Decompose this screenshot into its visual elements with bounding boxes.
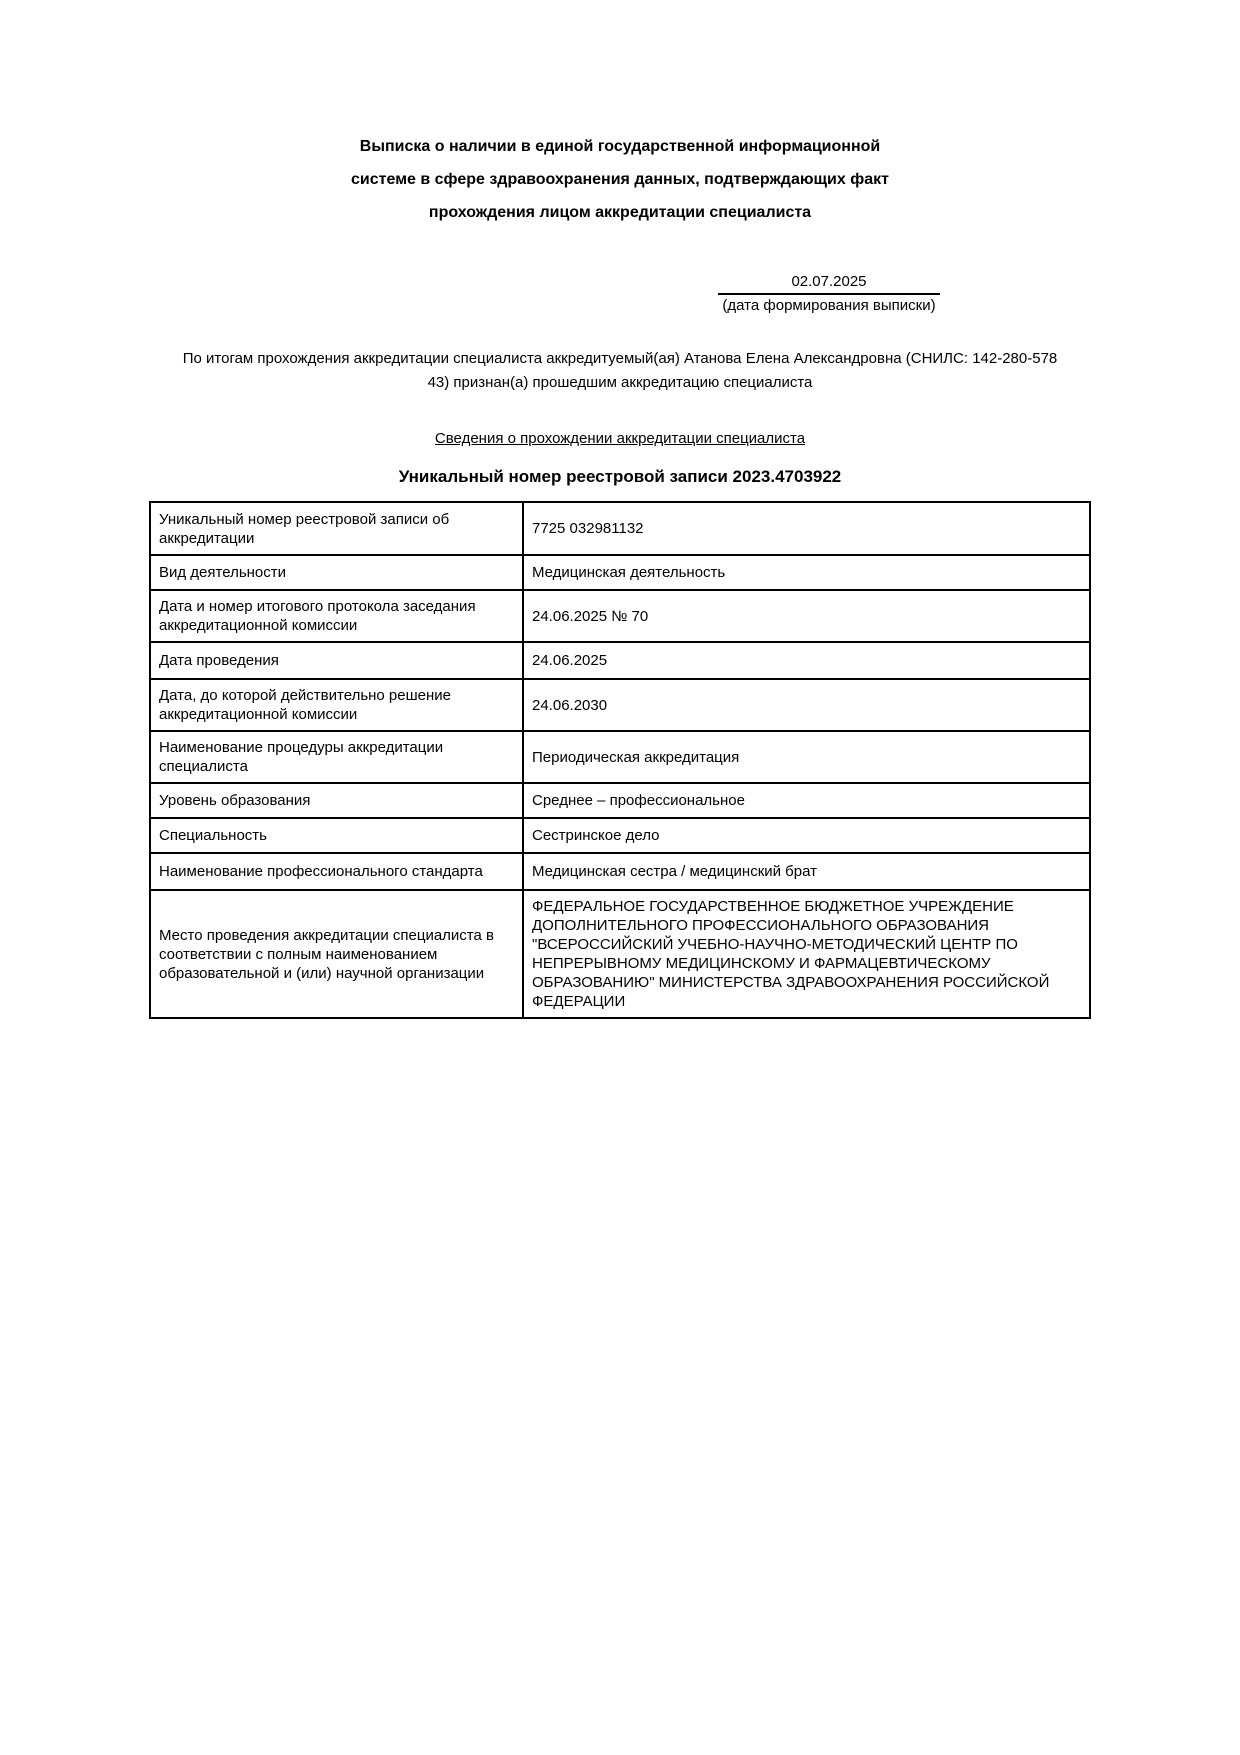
table-row bbox=[150, 555, 1090, 590]
row-label-cell: Дата, до которой действительно решение аккредитационной комиссии bbox=[150, 679, 523, 731]
table-row bbox=[150, 590, 1090, 642]
accreditation-table bbox=[149, 501, 1091, 1019]
title-line-1: Выписка о наличии в единой государственной информационной bbox=[359, 138, 881, 155]
table-row bbox=[150, 783, 1090, 818]
table-row bbox=[150, 890, 1090, 1018]
intro-line-1: По итогам прохождения аккредитации специалиста аккредитуемый(ая) Атанова Елена Александровна (СНИЛС: 142-280-578 bbox=[182, 350, 1058, 367]
row-value-cell: ФЕДЕРАЛЬНОЕ ГОСУДАРСТВЕННОЕ БЮДЖЕТНОЕ УЧРЕЖДЕНИЕ ДОПОЛНИТЕЛЬНОГО ПРОФЕССИОНАЛЬНОГО ОБРАЗОВАНИЯ "ВСЕРОССИЙСКИЙ УЧЕБНО-НАУЧНО-МЕТОДИЧЕСКИЙ ЦЕНТР ПО НЕПРЕРЫВНОМУ МЕДИЦИНСКОМУ И ФАРМАЦЕВТИЧЕСКОМУ ОБРАЗОВАНИЮ" МИНИСТЕРСТВА ЗДРАВООХРАНЕНИЯ РОССИЙСКОЙ ФЕДЕРАЦИИ bbox=[523, 890, 1090, 1018]
table-row bbox=[150, 818, 1090, 853]
document-title bbox=[0, 130, 1240, 229]
table-row bbox=[150, 731, 1090, 783]
row-label-cell: Наименование процедуры аккредитации специалиста bbox=[150, 731, 523, 783]
row-value-cell: 7725 032981132 bbox=[523, 502, 1090, 555]
row-label-cell: Наименование профессионального стандарта bbox=[150, 853, 523, 890]
row-value-cell: 24.06.2025 № 70 bbox=[523, 590, 1090, 642]
intro-line-2: 43) признан(а) прошедшим аккредитацию специалиста bbox=[427, 374, 813, 391]
row-value-cell: Медицинская сестра / медицинский брат bbox=[523, 853, 1090, 890]
row-value-cell: Медицинская деятельность bbox=[523, 555, 1090, 590]
formation-date-caption: (дата формирования выписки) bbox=[722, 297, 936, 314]
section-heading: Сведения о прохождении аккредитации специалиста bbox=[434, 430, 806, 447]
table-row bbox=[150, 853, 1090, 890]
registry-number-heading: Уникальный номер реестровой записи 2023.4703922 bbox=[398, 467, 842, 486]
row-label-cell: Уровень образования bbox=[150, 783, 523, 818]
row-label-cell: Специальность bbox=[150, 818, 523, 853]
row-value-cell: Сестринское дело bbox=[523, 818, 1090, 853]
formation-date-block bbox=[718, 273, 940, 314]
formation-date: 02.07.2025 bbox=[718, 273, 940, 295]
row-label-cell: Место проведения аккредитации специалиста в соответствии с полным наименованием образовательной и (или) научной организации bbox=[150, 890, 523, 1018]
row-label-cell: Дата проведения bbox=[150, 642, 523, 679]
title-line-3: прохождения лицом аккредитации специалиста bbox=[428, 204, 812, 221]
table-row bbox=[150, 642, 1090, 679]
row-value-cell: Периодическая аккредитация bbox=[523, 731, 1090, 783]
row-value-cell: 24.06.2025 bbox=[523, 642, 1090, 679]
row-value-cell: Среднее – профессиональное bbox=[523, 783, 1090, 818]
title-line-2: системе в сфере здравоохранения данных, подтверждающих факт bbox=[351, 171, 889, 188]
table-row bbox=[150, 679, 1090, 731]
table-row bbox=[150, 502, 1090, 555]
row-label-cell: Вид деятельности bbox=[150, 555, 523, 590]
row-value-cell: 24.06.2030 bbox=[523, 679, 1090, 731]
row-label-cell: Дата и номер итогового протокола заседания аккредитационной комиссии bbox=[150, 590, 523, 642]
intro-paragraph bbox=[0, 347, 1240, 395]
row-label-cell: Уникальный номер реестровой записи об аккредитации bbox=[150, 502, 523, 555]
